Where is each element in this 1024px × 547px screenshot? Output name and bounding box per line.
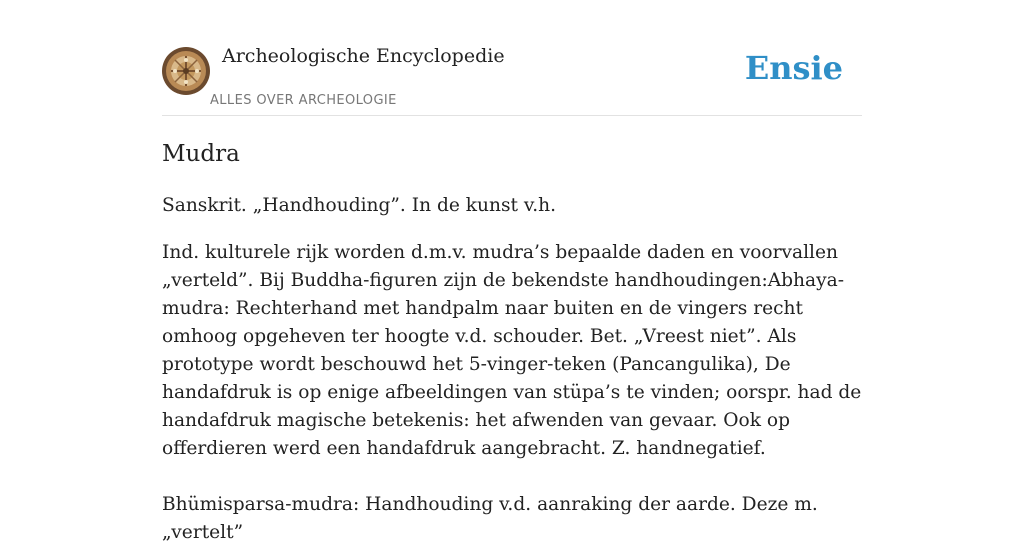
article-paragraph: Sanskrit. „Handhouding”. In de kunst v.h. xyxy=(162,195,557,216)
site-subtitle: ALLES OVER ARCHEOLOGIE xyxy=(210,93,397,108)
article-title: Mudra xyxy=(162,141,240,167)
article-paragraph: Ind. kulturele rijk worden d.m.v. mudra’s bepaalde daden en voorvallen „verteld”. Bij Buddha-figuren zijn de bekendste handhoudingen:Abhaya-mudra: Rechterhand met handpalm naar buiten en de vingers recht omhoog opgeheven ter hoogte v.d. schouder. Bet. „Vreest niet”. Als prototype wordt beschouwd het 5-vinger-teken (Pancangulika), De handafdruk is op enige afbeeldingen van stüpa’s te vinden; oorspr. had de handafdruk magische betekenis: het afwenden van gevaar. Ook op offerdieren werd een handafdruk aangebracht. Z. handnegatief. xyxy=(162,242,862,459)
site-header xyxy=(162,44,862,116)
ensie-brand-link[interactable]: Ensie xyxy=(744,49,843,87)
article-paragraph: Bhümisparsa-mudra: Handhouding v.d. aanraking der aarde. Deze m. „vertelt” xyxy=(162,494,818,543)
site-title-link[interactable]: Archeologische Encyclopedie xyxy=(222,45,505,67)
article xyxy=(162,138,862,547)
archeology-coin-icon[interactable] xyxy=(162,47,210,95)
